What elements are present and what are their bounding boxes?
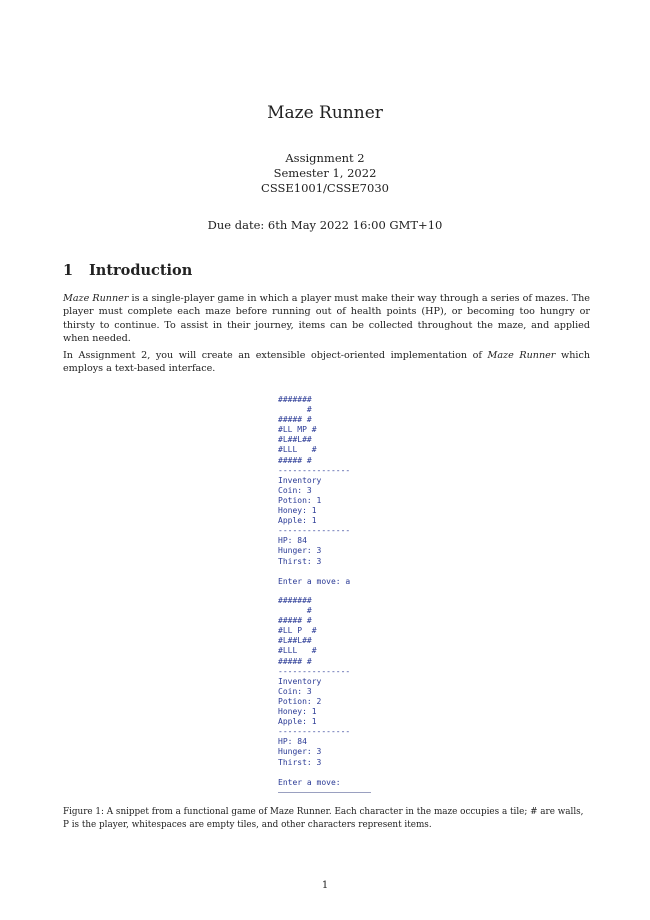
assignment-label: Assignment 2 [285,151,365,165]
intro-paragraph-2-start: In Assignment 2, you will create an extensible object-oriented implementation of [63,350,488,361]
section-title: Introduction [89,262,193,279]
game-name-emphasis-2: Maze Runner [487,350,556,361]
figure-caption: Figure 1: A snippet from a functional game of Maze Runner. Each character in the maze occupies a tile; # are walls, P is the player, whitespaces are empty tiles, and other characters represent items. [63,807,584,830]
terminal-line: # [278,405,312,415]
terminal-line: --------------- [278,727,351,737]
terminal-line: Thirst: 3 [278,757,322,767]
intro-paragraph-1-text: is a single-player game in which a player must make their way through a series of mazes. The player must complete each maze before running out of health points (HP), or becoming too hungry or thirsty to continue. To assist in their journey, items can be collected throughout the maze, and applied when needed. [63,293,590,345]
intro-paragraph-2-end: which employs a text-based interface. [63,350,590,375]
terminal-line: #LL P # [278,626,317,636]
page-number: 1 [321,880,329,891]
intro-paragraph-2 [63,349,590,376]
game-name-emphasis: Maze Runner [63,293,129,304]
terminal-line: #L##L## [278,435,312,445]
course-code: CSSE1001/CSSE7030 [261,181,389,195]
terminal-line [278,567,358,577]
terminal-line: ##### # [278,415,312,425]
terminal-line: Honey: 1 [278,707,317,717]
terminal-line: Honey: 1 [278,506,317,516]
terminal-line: ##### # [278,656,312,666]
terminal-line: ##### # [278,616,312,626]
intro-paragraph-1 [63,292,590,346]
terminal-line: --------------- [278,526,351,536]
terminal-line: Potion: 1 [278,495,322,505]
terminal-line: Hunger: 3 [278,747,322,757]
document-title: Maze Runner [267,103,383,123]
terminal-line: Apple: 1 [278,516,317,526]
terminal-line: #LLL # [278,445,317,455]
terminal-snippet-first [278,395,358,587]
terminal-line: Enter a move: a [278,576,351,586]
terminal-line: Apple: 1 [278,717,317,727]
terminal-line: --------------- [278,666,351,676]
terminal-input-underline [278,792,371,793]
terminal-line: HP: 84 [278,536,307,546]
terminal-line [278,768,358,778]
terminal-line: Coin: 3 [278,485,312,495]
terminal-line: Potion: 2 [278,696,322,706]
due-date: Due date: 6th May 2022 16:00 GMT+10 [207,218,443,232]
terminal-line: ####### [278,596,312,605]
terminal-line: Enter a move: [278,777,341,787]
semester-label: Semester 1, 2022 [273,166,377,180]
section-number: 1 [63,262,74,279]
terminal-line: --------------- [278,465,351,475]
terminal-line: #L##L## [278,636,312,646]
terminal-line: Inventory [278,676,322,686]
terminal-line: Coin: 3 [278,686,312,696]
terminal-line: #LL MP # [278,425,317,435]
terminal-line: ####### [278,395,312,404]
terminal-line: Hunger: 3 [278,546,322,556]
section-heading [63,262,192,279]
terminal-snippet-second [278,596,358,788]
terminal-line: #LLL # [278,646,317,656]
terminal-line: ##### # [278,455,312,465]
terminal-line: HP: 84 [278,737,307,747]
terminal-line: Thirst: 3 [278,556,322,566]
terminal-line: Inventory [278,475,322,485]
terminal-line: # [278,606,312,616]
